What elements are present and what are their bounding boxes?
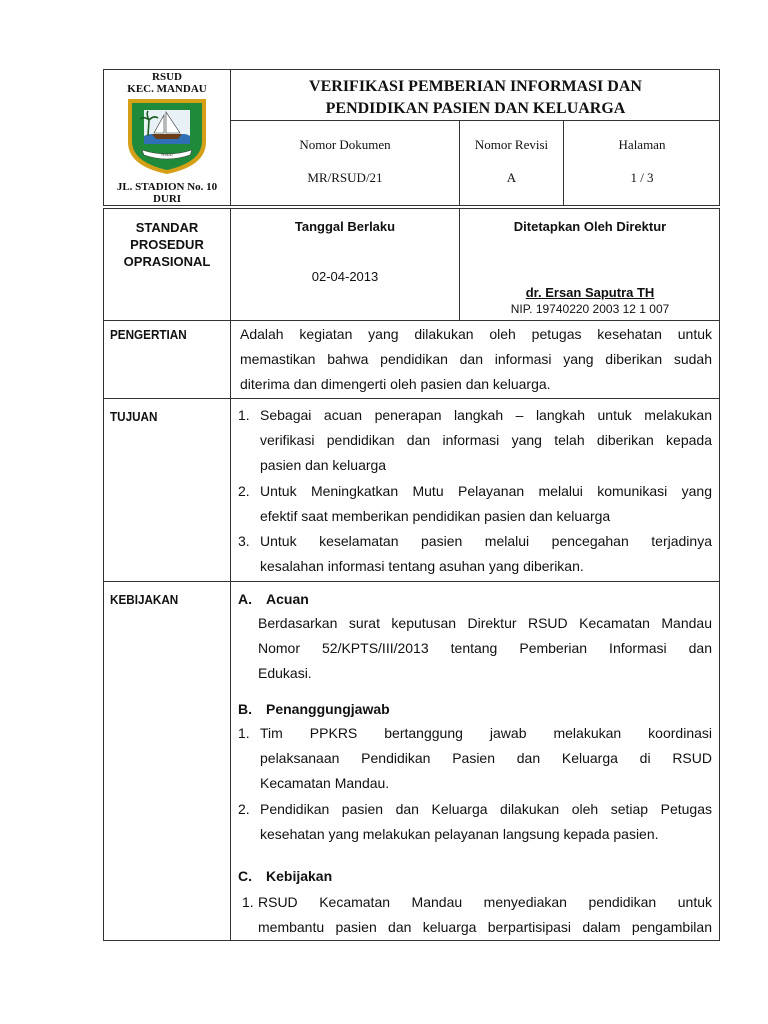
- section-c-title: Kebijakan: [266, 868, 333, 884]
- tujuan-item-line: pasien dan keluarga: [260, 457, 387, 473]
- header-divider-title: [230, 120, 720, 121]
- revision-value: A: [506, 170, 517, 185]
- hospital-district: KEC. MANDAU: [127, 83, 207, 95]
- tujuan-item-number: 2.: [238, 483, 250, 499]
- pengertian-line: Adalah kegiatan yang dilakukan oleh petugas kesehatan untuk: [240, 326, 712, 342]
- tujuan-item: [260, 479, 712, 529]
- pengertian-line: diterima dan dimengerti oleh pasien dan keluarga.: [240, 376, 551, 392]
- director-nip: NIP. 19740220 2003 12 1 007: [510, 302, 670, 316]
- section-a-line: Berdasarkan surat keputusan Direktur RSUD Kecamatan Mandau: [258, 615, 712, 631]
- document-title-line1: VERIFIKASI PEMBERIAN INFORMASI DAN: [309, 78, 642, 95]
- section-a-line: Edukasi.: [258, 665, 312, 681]
- tujuan-item: [260, 403, 712, 478]
- section-a-title: Acuan: [266, 591, 309, 607]
- logo-boat: [152, 134, 182, 139]
- section-b-letter: B.: [238, 701, 252, 717]
- tujuan-item-number: 1.: [238, 407, 250, 423]
- section-c-letter: C.: [238, 868, 252, 884]
- section-a-letter: A.: [238, 591, 252, 607]
- section-a-line: Nomor 52/KPTS/III/2013 tentang Pemberian Informasi dan: [258, 640, 712, 656]
- section-c-item-line: membantu pasien dan keluarga berpartisipasi dalam pengambilan: [258, 919, 712, 935]
- hospital-address-line2: DURI: [152, 193, 182, 205]
- section-b-item-line: Tim PPKRS bertanggung jawab melakukan koordinasi: [260, 725, 712, 741]
- pengertian-label: PENGERTIAN: [110, 327, 187, 342]
- sop-label: [104, 219, 230, 270]
- sop-label-line1: STANDAR: [135, 220, 199, 235]
- tujuan-item-line: verifikasi pendidikan dan informasi yang telah diberikan kepada: [260, 432, 712, 448]
- doc-number-value: MR/RSUD/21: [307, 170, 383, 185]
- hospital-logo: [124, 96, 210, 176]
- kebijakan-label: KEBIJAKAN: [110, 592, 179, 607]
- section-b-item-line: kesehatan yang melakukan pelayanan langsung kepada pasien.: [260, 826, 659, 842]
- sop-label-line3: OPRASIONAL: [123, 254, 211, 269]
- pengertian-text: [240, 322, 712, 397]
- logo-caption: RSUD: [161, 152, 173, 157]
- tujuan-item-line: Sebagai acuan penerapan langkah – langkah untuk melakukan: [260, 407, 712, 423]
- header-divider-doc: [459, 120, 460, 206]
- hospital-address-line1: JL. STADION No. 10: [116, 181, 218, 193]
- header-divider-rev: [563, 120, 564, 206]
- effective-date-label: Tanggal Berlaku: [294, 219, 396, 234]
- tujuan-label: TUJUAN: [110, 409, 158, 424]
- tujuan-item-number: 3.: [238, 533, 250, 549]
- body-label-divider: [230, 208, 231, 941]
- sop-label-line2: PROSEDUR: [130, 237, 204, 252]
- hospital-name: RSUD: [152, 71, 182, 83]
- section-b-item: [260, 721, 712, 796]
- section-b-item: [260, 797, 712, 847]
- doc-number-label: Nomor Dokumen: [299, 137, 391, 152]
- row-divider-tujuan: [103, 581, 720, 582]
- pengertian-line: memastikan bahwa pendidikan dan informasi yang diberikan sudah: [240, 351, 712, 367]
- tujuan-item-line: kesalahan informasi tentang asuhan yang diberikan.: [260, 558, 584, 574]
- section-b-item-number: 1.: [238, 725, 250, 741]
- section-c-item-line: RSUD Kecamatan Mandau menyediakan pendidikan untuk: [258, 894, 712, 910]
- row-divider-pengertian: [103, 398, 720, 399]
- section-b-item-line: Pendidikan pasien dan Keluarga dilakukan oleh setiap Petugas: [260, 801, 712, 817]
- effective-date: 02-04-2013: [311, 269, 379, 284]
- section-c-item-number: 1.: [242, 894, 254, 910]
- section-c-item: [258, 890, 712, 940]
- tujuan-item-line: efektif saat memberikan pendidikan pasien dan keluarga: [260, 508, 611, 524]
- section-b-title: Penanggungjawab: [266, 701, 390, 717]
- revision-label: Nomor Revisi: [474, 137, 549, 152]
- section-b-item-line: pelaksanaan Pendidikan Pasien dan Keluarga di RSUD: [260, 750, 712, 766]
- tujuan-item: [260, 529, 712, 579]
- row-divider-sop: [103, 320, 720, 321]
- tujuan-item-line: Untuk keselamatan pasien melalui pencegahan terjadinya: [260, 533, 712, 549]
- section-b-item-number: 2.: [238, 801, 250, 817]
- director-name: dr. Ersan Saputra TH: [525, 285, 655, 300]
- section-b-item-line: Kecamatan Mandau.: [260, 775, 390, 791]
- section-a-text: [258, 611, 712, 686]
- document-title-line2: PENDIDIKAN PASIEN DAN KELUARGA: [325, 100, 626, 117]
- tujuan-item-line: Untuk Meningkatkan Mutu Pelayanan melalui komunikasi yang: [260, 483, 712, 499]
- approved-by-label: Ditetapkan Oleh Direktur: [513, 219, 667, 234]
- page-label: Halaman: [618, 137, 666, 152]
- page-value: 1 / 3: [630, 170, 654, 185]
